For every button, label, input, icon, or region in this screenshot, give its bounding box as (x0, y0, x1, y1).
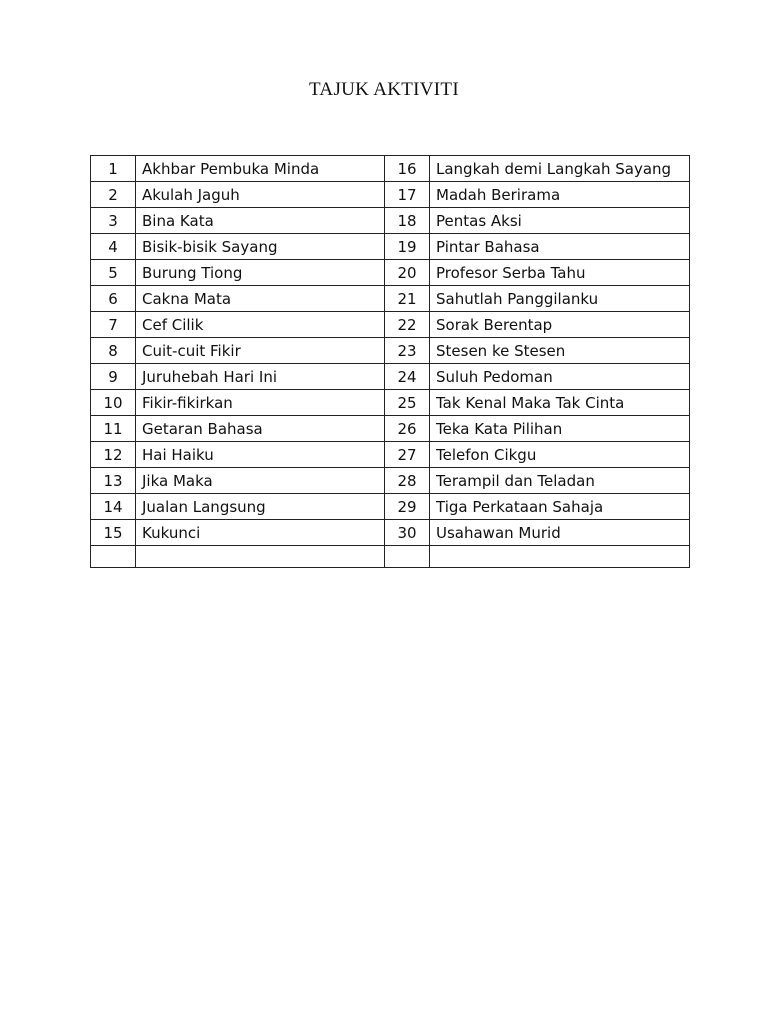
activity-number-left: 3 (91, 208, 136, 234)
activity-title-right: Tak Kenal Maka Tak Cinta (430, 390, 690, 416)
activity-number-right: 17 (385, 182, 430, 208)
activity-title-right: Langkah demi Langkah Sayang (430, 156, 690, 182)
activity-title-left: Akhbar Pembuka Minda (136, 156, 385, 182)
activity-title-left: Juruhebah Hari Ini (136, 364, 385, 390)
activity-number-left: 4 (91, 234, 136, 260)
activity-title-right: Profesor Serba Tahu (430, 260, 690, 286)
activity-title-left: Getaran Bahasa (136, 416, 385, 442)
activity-title-right: Pentas Aksi (430, 208, 690, 234)
activity-number-right: 20 (385, 260, 430, 286)
activity-number-right: 26 (385, 416, 430, 442)
empty-cell (385, 546, 430, 568)
empty-cell (430, 546, 690, 568)
activity-number-left: 12 (91, 442, 136, 468)
empty-cell (91, 546, 136, 568)
page-title: TAJUK AKTIVITI (309, 79, 459, 100)
activity-number-right: 24 (385, 364, 430, 390)
table-row (91, 286, 690, 312)
activity-number-right: 27 (385, 442, 430, 468)
activity-title-left: Hai Haiku (136, 442, 385, 468)
activity-number-left: 5 (91, 260, 136, 286)
activity-number-right: 16 (385, 156, 430, 182)
activity-number-left: 2 (91, 182, 136, 208)
activity-number-left: 11 (91, 416, 136, 442)
empty-cell (136, 546, 385, 568)
activity-number-right: 29 (385, 494, 430, 520)
activity-title-left: Jualan Langsung (136, 494, 385, 520)
table-body (91, 156, 690, 568)
table-row (91, 390, 690, 416)
activity-title-left: Bisik-bisik Sayang (136, 234, 385, 260)
table-row (91, 364, 690, 390)
activity-number-right: 19 (385, 234, 430, 260)
activity-title-left: Burung Tiong (136, 260, 385, 286)
activity-number-left: 13 (91, 468, 136, 494)
activity-number-right: 18 (385, 208, 430, 234)
activity-number-left: 1 (91, 156, 136, 182)
activity-number-right: 25 (385, 390, 430, 416)
activity-number-right: 30 (385, 520, 430, 546)
activity-title-right: Stesen ke Stesen (430, 338, 690, 364)
table-row (91, 520, 690, 546)
table-row (91, 182, 690, 208)
activity-title-left: Jika Maka (136, 468, 385, 494)
activity-number-right: 28 (385, 468, 430, 494)
activity-title-right: Terampil dan Teladan (430, 468, 690, 494)
activity-number-left: 6 (91, 286, 136, 312)
activity-title-right: Tiga Perkataan Sahaja (430, 494, 690, 520)
activity-title-left: Cuit-cuit Fikir (136, 338, 385, 364)
activity-title-right: Sahutlah Panggilanku (430, 286, 690, 312)
activity-title-left: Cef Cilik (136, 312, 385, 338)
activity-title-right: Telefon Cikgu (430, 442, 690, 468)
activity-number-right: 22 (385, 312, 430, 338)
activity-title-right: Sorak Berentap (430, 312, 690, 338)
table-row (91, 260, 690, 286)
activity-title-right: Pintar Bahasa (430, 234, 690, 260)
table-row (91, 416, 690, 442)
activity-number-left: 9 (91, 364, 136, 390)
activity-number-left: 15 (91, 520, 136, 546)
activity-title-right: Teka Kata Pilihan (430, 416, 690, 442)
activity-title-left: Kukunci (136, 520, 385, 546)
table-row (91, 442, 690, 468)
activity-title-left: Bina Kata (136, 208, 385, 234)
table-row (91, 208, 690, 234)
activity-number-right: 21 (385, 286, 430, 312)
activity-title-left: Fikir-fikirkan (136, 390, 385, 416)
activity-table (90, 155, 690, 568)
activity-number-left: 14 (91, 494, 136, 520)
activity-title-right: Usahawan Murid (430, 520, 690, 546)
activity-number-right: 23 (385, 338, 430, 364)
activity-number-left: 10 (91, 390, 136, 416)
activity-title-right: Suluh Pedoman (430, 364, 690, 390)
table-row (91, 338, 690, 364)
table-row (91, 494, 690, 520)
table-row (91, 156, 690, 182)
table-row (91, 234, 690, 260)
table-row (91, 468, 690, 494)
activity-title-left: Cakna Mata (136, 286, 385, 312)
activity-number-left: 7 (91, 312, 136, 338)
table-filler-row (91, 546, 690, 568)
activity-title-left: Akulah Jaguh (136, 182, 385, 208)
activity-number-left: 8 (91, 338, 136, 364)
activity-title-right: Madah Berirama (430, 182, 690, 208)
table-row (91, 312, 690, 338)
